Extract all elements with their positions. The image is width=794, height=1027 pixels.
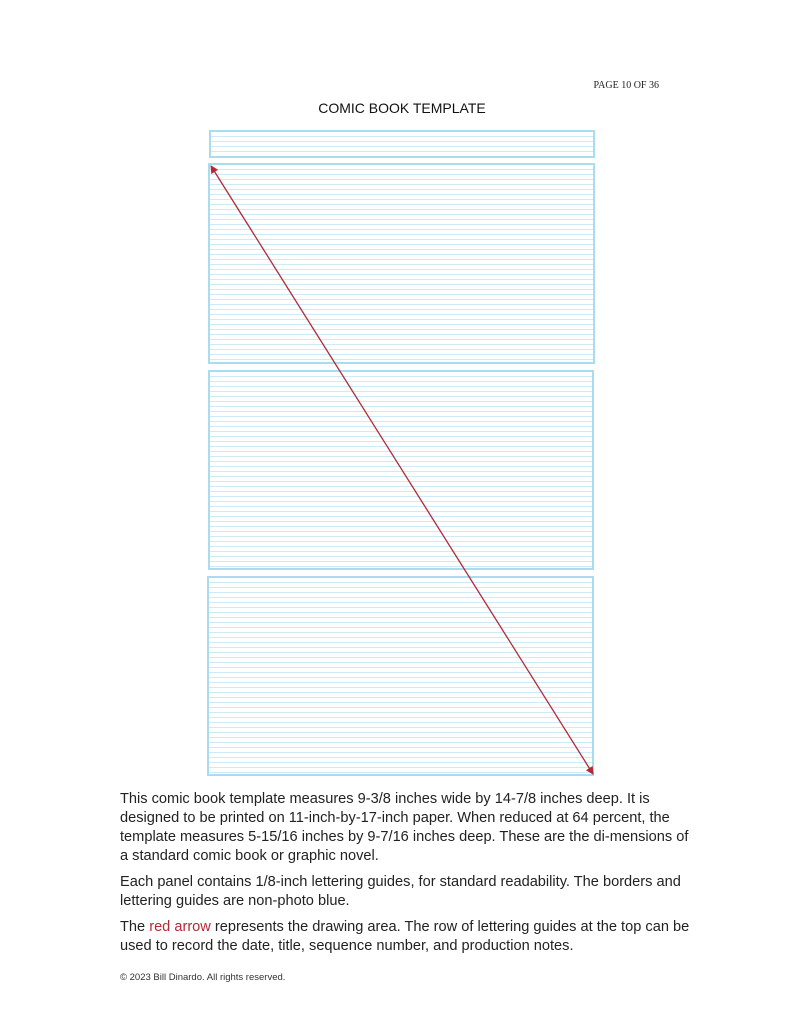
description-text (120, 790, 700, 963)
paragraph-guides: Each panel contains 1/8-inch lettering guides, for standard readability. The borders and lettering guides are non-photo blue. (120, 874, 681, 909)
paragraph-arrow (120, 918, 700, 956)
page-number: PAGE 10 OF 36 (593, 80, 659, 91)
copyright: © 2023 Bill Dinardo. All rights reserved. (120, 972, 286, 983)
text: represents the drawing area. The row of lettering guides at the top can be used to record the date, title, sequence number, and production notes. (120, 919, 690, 954)
paragraph-dimensions: This comic book template measures 9-3/8 inches wide by 14-7/8 inches deep. It is designed to be printed on 11-inch-by-17-inch paper. When reduced at 64 percent, the template measures 5-15/16 inches by 9-7/16 inches deep. These are the di-mensions of a standard comic book or graphic novel. (120, 791, 689, 864)
page-title: COMIC BOOK TEMPLATE (318, 100, 486, 116)
red-arrow-text: red arrow (149, 919, 211, 935)
text: The (120, 919, 150, 935)
